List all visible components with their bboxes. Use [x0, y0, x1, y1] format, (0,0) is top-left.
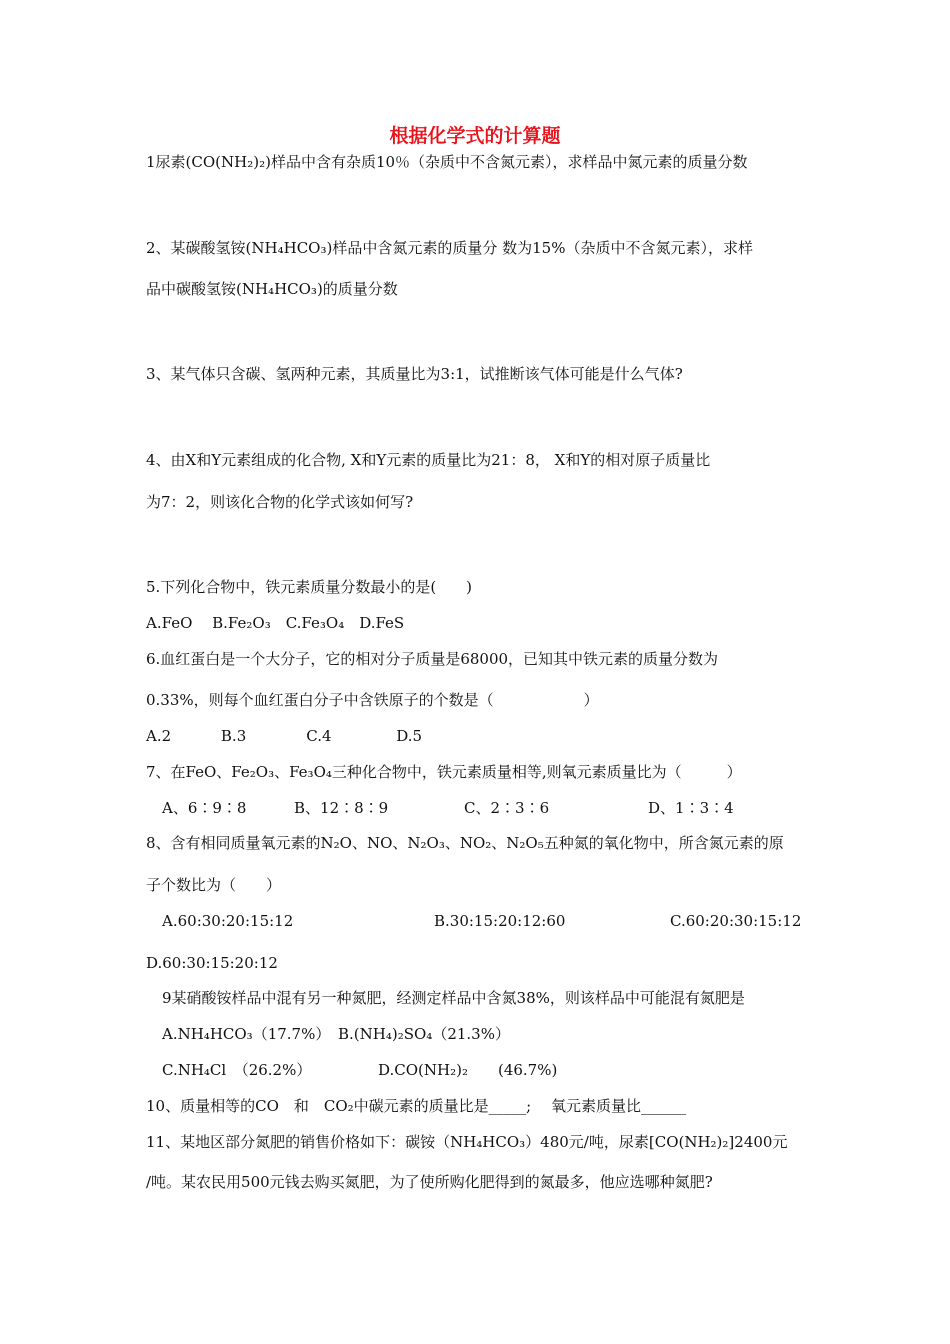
question-7-option-a: A、6∶9∶8 — [162, 799, 247, 817]
question-7: 7、在FeO、Fe₂O₃、Fe₃O₄三种化合物中，铁元素质量相等,则氧元素质量比为（ ） — [146, 763, 742, 781]
question-3: 3、某气体只含碳、氢两种元素，其质量比为3:1，试推断该气体可能是什么气体? — [146, 365, 683, 383]
question-5-options: A.FeO B.Fe₂O₃ C.Fe₃O₄ D.FeS — [146, 614, 405, 632]
question-4-line-1: 4、由X和Y元素组成的化合物, X和Y元素的质量比为21：8， X和Y的相对原子质量比 — [146, 451, 711, 469]
question-4-line-2: 为7：2，则该化合物的化学式该如何写? — [146, 493, 414, 511]
question-8-line-2: 子个数比为（ ） — [146, 876, 282, 894]
question-8-option-b: B.30:15:20:12:60 — [434, 912, 566, 930]
question-11-line-1: 11、某地区部分氮肥的销售价格如下：碳铵（NH₄HCO₃）480元/吨，尿素[CO(NH₂)₂]2400元 — [146, 1133, 788, 1151]
question-7-option-c: C、2∶3∶6 — [464, 799, 550, 817]
question-9-option-d: D.CO(NH₂)₂ (46.7%) — [378, 1061, 558, 1079]
question-9: 9某硝酸铵样品中混有另一种氮肥，经测定样品中含氮38%，则该样品中可能混有氮肥是 — [162, 989, 745, 1007]
question-7-option-b: B、12∶8∶9 — [294, 799, 389, 817]
question-2-line-2: 品中碳酸氢铵(NH₄HCO₃)的质量分数 — [146, 280, 398, 298]
question-8-option-a: A.60:30:20:15:12 — [162, 912, 294, 930]
question-2-line-1: 2、某碳酸氢铵(NH₄HCO₃)样品中含氮元素的质量分 数为15%（杂质中不含氮元素），求样 — [146, 239, 753, 257]
question-8-option-c: C.60:20:30:15:12 — [670, 912, 802, 930]
question-6-options: A.2 B.3 C.4 D.5 — [146, 727, 423, 745]
question-8-line-1: 8、含有相同质量氧元素的N₂O、NO、N₂O₃、NO₂、N₂O₅五种氮的氧化物中，所含氮元素的原 — [146, 834, 784, 852]
question-1: 1尿素(CO(NH₂)₂)样品中含有杂质10％（杂质中不含氮元素），求样品中氮元素的质量分数 — [146, 153, 748, 171]
question-6-line-1: 6.血红蛋白是一个大分子，它的相对分子质量是68000，已知其中铁元素的质量分数为 — [146, 650, 719, 668]
page-title: 根据化学式的计算题 — [389, 125, 561, 147]
question-9-option-c: C.NH₄Cl （26.2%） — [162, 1061, 312, 1079]
question-9-option-b: B.(NH₄)₂SO₄（21.3%） — [338, 1025, 510, 1043]
question-5: 5.下列化合物中，铁元素质量分数最小的是( ) — [146, 578, 473, 596]
question-11-line-2: /吨。某农民用500元钱去购买氮肥，为了使所购化肥得到的氮最多，他应选哪种氮肥? — [146, 1173, 713, 1191]
question-9-option-a: A.NH₄HCO₃（17.7%） — [162, 1025, 331, 1043]
question-7-option-d: D、1∶3∶4 — [648, 799, 734, 817]
question-8-option-d: D.60:30:15:20:12 — [146, 954, 278, 972]
question-10: 10、质量相等的CO 和 CO₂中碳元素的质量比是_____; 氧元素质量比______ — [146, 1097, 686, 1115]
question-6-line-2: 0.33%，则每个血红蛋白分子中含铁原子的个数是（ ） — [146, 691, 599, 709]
